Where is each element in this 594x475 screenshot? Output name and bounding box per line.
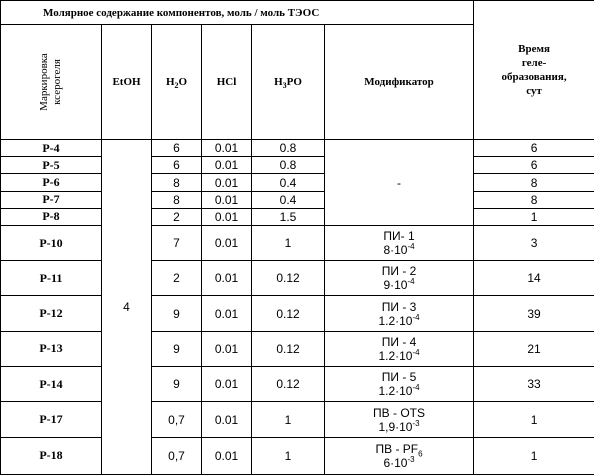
gel-time-cell: 14 xyxy=(474,261,594,296)
modifier-mantissa: 6 xyxy=(383,455,391,470)
gel-time-cell: 1 xyxy=(474,437,594,474)
multiply-sign: ·10 xyxy=(395,419,413,434)
modifier-name-text: ПИ - 3 xyxy=(381,299,417,314)
modifier-mantissa: 9 xyxy=(383,278,391,293)
table-row xyxy=(1,225,594,260)
multiply-sign: ·10 xyxy=(395,348,413,363)
table-row xyxy=(1,296,594,331)
modifier-exponent: -3 xyxy=(407,454,415,464)
h3po-cell: 1.5 xyxy=(252,208,325,225)
modifier-exponent: -4 xyxy=(407,277,415,287)
h3po-cell: 0.4 xyxy=(252,174,325,191)
modifier-cell xyxy=(325,402,474,437)
h3po-cell: 0.12 xyxy=(252,367,325,402)
modifier-name xyxy=(325,229,473,243)
modifier-mantissa: 1.2 xyxy=(378,348,396,363)
modifier-concentration xyxy=(325,314,473,328)
multiply-sign: ·10 xyxy=(390,278,408,293)
modifier-exponent: -4 xyxy=(412,347,420,357)
gel-time-cell: 3 xyxy=(474,225,594,260)
h3po-cell: 0.12 xyxy=(252,261,325,296)
hcl-cell: 0.01 xyxy=(202,437,252,474)
modifier-cell xyxy=(325,261,474,296)
hcl-cell: 0.01 xyxy=(202,191,252,208)
etoh-header: EtOH xyxy=(102,25,152,140)
sample-mark-cell: Р-6 xyxy=(1,174,102,191)
h3po-cell: 1 xyxy=(252,402,325,437)
sample-mark-cell: Р-17 xyxy=(1,402,102,437)
water-cell: 6 xyxy=(152,157,202,174)
water-cell: 8 xyxy=(152,174,202,191)
water-cell: 7 xyxy=(152,225,202,260)
modifier-name-text: ПВ - OTS xyxy=(373,405,426,420)
sample-mark-cell: Р-7 xyxy=(1,191,102,208)
modifier-header: Модификатор xyxy=(325,25,474,140)
modifier-name-sub: 6 xyxy=(418,449,423,459)
modifier-cell-empty: - xyxy=(325,140,474,226)
sample-mark-cell: Р-18 xyxy=(1,437,102,474)
modifier-mantissa: 1,9 xyxy=(378,419,396,434)
h3po-header: $H_3PO$ xyxy=(252,25,325,140)
sample-mark-cell: Р-5 xyxy=(1,157,102,174)
h3po-cell: 0.12 xyxy=(252,296,325,331)
modifier-cell xyxy=(325,296,474,331)
hcl-cell: 0.01 xyxy=(202,157,252,174)
table-row xyxy=(1,261,594,296)
modifier-exponent: -4 xyxy=(412,312,420,322)
modifier-cell xyxy=(325,225,474,260)
gel-time-line: Время xyxy=(518,43,550,56)
sample-mark-cell: Р-14 xyxy=(1,367,102,402)
modifier-exponent: -4 xyxy=(407,242,415,252)
hcl-cell: 0.01 xyxy=(202,225,252,260)
modifier-name xyxy=(325,335,473,349)
h3po-cell: 0.8 xyxy=(252,140,325,157)
water-cell: 2 xyxy=(152,261,202,296)
table-title: Молярное содержание компонентов, моль / моль ТЭОС xyxy=(1,1,474,25)
modifier-name-text: ПИ- 1 xyxy=(383,229,415,244)
sample-mark-cell: Р-11 xyxy=(1,261,102,296)
modifier-cell xyxy=(325,437,474,474)
gel-time-cell: 39 xyxy=(474,296,594,331)
modifier-name-text: ПИ - 4 xyxy=(381,334,417,349)
h3po-cell: 1 xyxy=(252,225,325,260)
modifier-name xyxy=(325,300,473,314)
multiply-sign: ·10 xyxy=(395,384,413,399)
h3po-cell: 0.8 xyxy=(252,157,325,174)
gel-time-cell: 8 xyxy=(474,191,594,208)
hcl-cell: 0.01 xyxy=(202,261,252,296)
hcl-cell: 0.01 xyxy=(202,208,252,225)
gel-time-cell: 1 xyxy=(474,208,594,225)
modifier-cell xyxy=(325,367,474,402)
h3po-cell: 0.4 xyxy=(252,191,325,208)
sample-mark-cell: Р-12 xyxy=(1,296,102,331)
table-row xyxy=(1,208,594,225)
table-row xyxy=(1,331,594,366)
h3po-cell: 1 xyxy=(252,437,325,474)
gel-time-line: геле- xyxy=(521,57,547,70)
modifier-mantissa: 1.2 xyxy=(378,384,396,399)
multiply-sign: ·10 xyxy=(390,455,408,470)
marking-line: ксерогеля xyxy=(51,59,63,106)
water-cell: 2 xyxy=(152,208,202,225)
gel-time-line: сут xyxy=(526,85,542,98)
table-row xyxy=(1,174,594,191)
hcl-cell: 0.01 xyxy=(202,402,252,437)
modifier-exponent: -3 xyxy=(412,418,420,428)
modifier-concentration xyxy=(325,278,473,292)
gel-time-cell: 6 xyxy=(474,157,594,174)
hcl-cell: 0.01 xyxy=(202,367,252,402)
table-row xyxy=(1,191,594,208)
gel-time-cell: 1 xyxy=(474,402,594,437)
water-cell: 8 xyxy=(152,191,202,208)
gel-time-cell: 33 xyxy=(474,367,594,402)
marking-header xyxy=(1,25,102,140)
modifier-name-text: ПИ - 2 xyxy=(381,264,417,279)
table-row xyxy=(1,140,594,157)
multiply-sign: ·10 xyxy=(395,313,413,328)
gel-time-cell: 21 xyxy=(474,331,594,366)
water-cell: 9 xyxy=(152,331,202,366)
sample-mark-cell: Р-8 xyxy=(1,208,102,225)
sample-mark-cell: Р-10 xyxy=(1,225,102,260)
modifier-name xyxy=(325,441,473,459)
hcl-header: HCl xyxy=(202,25,252,140)
water-cell: 0,7 xyxy=(152,402,202,437)
modifier-concentration xyxy=(325,384,473,398)
water-cell: 9 xyxy=(152,367,202,402)
water-cell: 9 xyxy=(152,296,202,331)
modifier-concentration xyxy=(325,420,473,434)
table-row xyxy=(1,157,594,174)
gel-time-header xyxy=(474,1,594,140)
modifier-concentration xyxy=(325,456,473,470)
marking-line: Маркировка xyxy=(38,53,50,112)
water-cell: 0,7 xyxy=(152,437,202,474)
h3po-cell: 0.12 xyxy=(252,331,325,366)
modifier-mantissa: 8 xyxy=(383,243,391,258)
table-row xyxy=(1,437,594,474)
modifier-name xyxy=(325,370,473,384)
sample-mark-cell: Р-13 xyxy=(1,331,102,366)
modifier-exponent: -4 xyxy=(412,383,420,393)
gel-time-line: образования, xyxy=(501,71,567,84)
hcl-cell: 0.01 xyxy=(202,331,252,366)
table-row xyxy=(1,367,594,402)
hcl-cell: 0.01 xyxy=(202,140,252,157)
gel-time-cell: 6 xyxy=(474,140,594,157)
sample-mark-cell: Р-4 xyxy=(1,140,102,157)
hcl-cell: 0.01 xyxy=(202,174,252,191)
modifier-name-text: ПИ - 5 xyxy=(381,370,417,385)
modifier-mantissa: 1.2 xyxy=(378,313,396,328)
modifier-cell xyxy=(325,331,474,366)
modifier-name xyxy=(325,406,473,420)
modifier-concentration xyxy=(325,349,473,363)
water-cell: 6 xyxy=(152,140,202,157)
multiply-sign: ·10 xyxy=(390,243,408,258)
modifier-name xyxy=(325,264,473,278)
modifier-name-text: ПВ - PF xyxy=(375,441,419,456)
hcl-cell: 0.01 xyxy=(202,296,252,331)
water-header: $H_2O$ xyxy=(152,25,202,140)
gel-time-cell: 8 xyxy=(474,174,594,191)
etoh-cell: 4 xyxy=(102,140,152,475)
table-row xyxy=(1,402,594,437)
modifier-concentration xyxy=(325,243,473,257)
